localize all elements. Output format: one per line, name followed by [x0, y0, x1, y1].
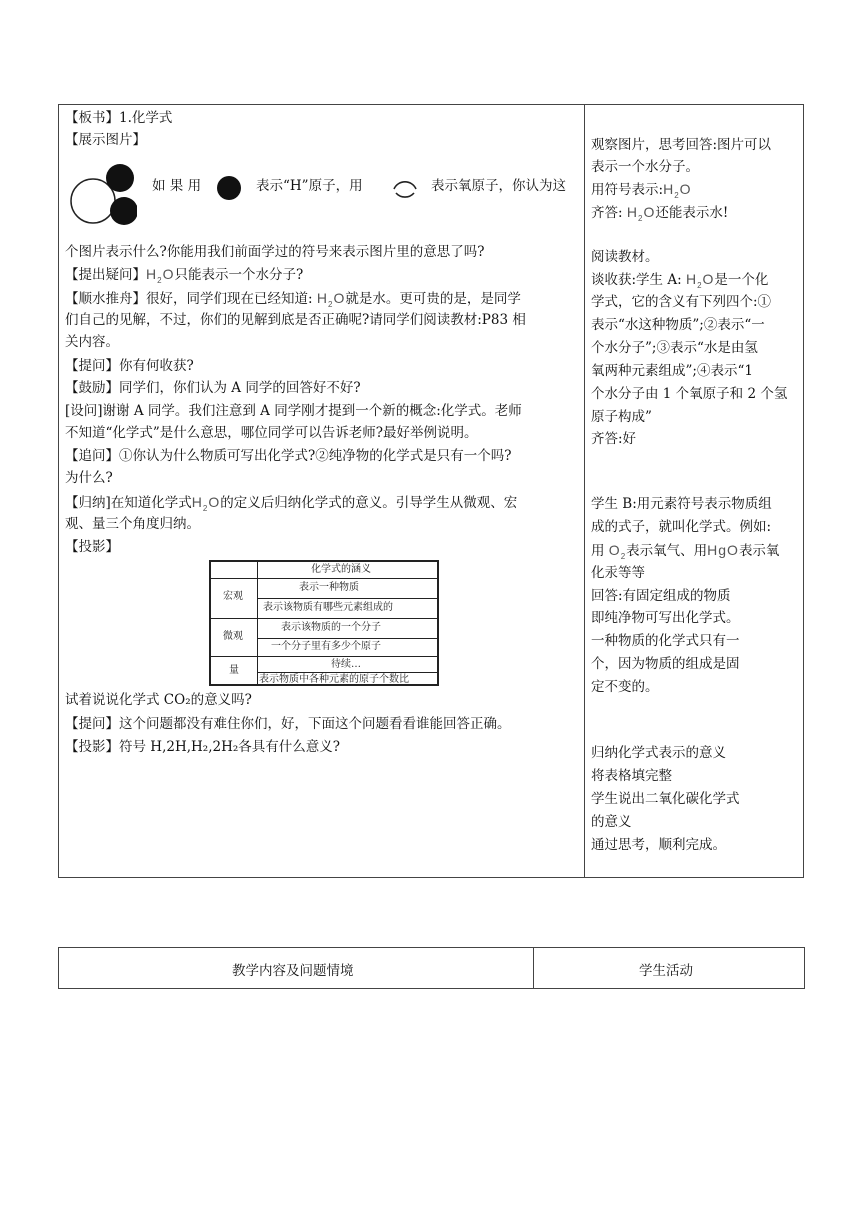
text-line: 个水分子”;③表示“水是由氢	[591, 340, 758, 356]
chorus-line: 齐答: $H_2O$还能表示水!	[591, 204, 729, 223]
text-line: 个，因为物质的组成是固	[591, 656, 740, 672]
text-line: 表示一个水分子。	[591, 159, 699, 175]
group-quantity: 量	[229, 665, 239, 676]
header-student-activity: 学生活动	[639, 963, 693, 979]
h2o-formula: $H_2O$	[316, 290, 346, 309]
group-macro: 宏观	[223, 591, 243, 602]
text-line: 学式，它的含义有下列四个:①	[591, 294, 772, 310]
text-line: 学生说出二氧化碳化学式	[591, 791, 740, 807]
h2o-formula: $H_2O$	[146, 266, 175, 285]
text-line: 试着说说化学式 CO₂的意义吗?	[65, 692, 252, 708]
text-line: 一种物质的化学式只有一	[591, 633, 740, 649]
follow-up-line: 【顺水推舟】很好，同学们现在已经知道: $H_2O$就是水。更可贵的是，是同学	[65, 290, 521, 309]
text-line: 回答:有固定组成的物质	[591, 588, 731, 604]
text-line: 成的式子，就叫化学式。例如:	[591, 519, 772, 535]
text-line: 氧两种元素组成”;④表示“1	[591, 363, 753, 379]
text-line: 阅读教材。	[591, 249, 659, 265]
text-line: 【鼓励】同学们，你们认为 A 同学的回答好不好?	[65, 380, 361, 396]
table-cell: 表示该物质有哪些元素组成的	[263, 602, 393, 613]
o2-formula: $O_2$	[608, 542, 627, 561]
text-line: 化汞等等	[591, 565, 645, 581]
picture-prompt-part2: 表示“H”原子，用	[256, 178, 363, 194]
text-line: [设问]谢谢 A 同学。我们注意到 A 同学刚才提到一个新的概念:化学式。老师	[65, 403, 522, 419]
text-line: 观察图片，思考回答:图片可以	[591, 137, 772, 153]
symbol-line: 用符号表示$:H_2O$	[591, 181, 692, 200]
water-molecule-image	[67, 161, 137, 227]
text-line: 【投影】符号 H,2H,H₂,2H₂各具有什么意义?	[65, 739, 340, 755]
text-line: 定不变的。	[591, 679, 659, 695]
text-line: 个水分子由 1 个氧原子和 2 个氢	[591, 386, 788, 402]
projection-table-image	[209, 560, 439, 686]
column-divider	[533, 948, 534, 988]
projection-table-title: 化学式的涵义	[311, 564, 371, 575]
raise-question-line: 【提出疑问】$H_2O$只能表示一个水分子?	[65, 266, 304, 285]
text-line: 观、量三个角度归纳。	[65, 516, 200, 532]
text-line: 【提问】这个问题都没有难住你们，好，下面这个问题看看谁能回答正确。	[65, 716, 511, 732]
oxygen-atom-icon	[389, 170, 421, 202]
student-a-line: 谈收获:学生 A: $H_2O$是一个化	[591, 271, 769, 290]
picture-prompt-part3: 表示氧原子，你认为这	[431, 178, 566, 194]
column-divider	[584, 105, 585, 877]
projection-label: 【投影】	[65, 539, 119, 555]
h2o-formula: $H_2O$	[626, 204, 656, 223]
table-cell: 待续…	[331, 659, 361, 670]
hgo-formula: HgO	[707, 542, 739, 558]
text-line: 不知道“化学式”是什么意思，哪位同学可以告诉老师?最好举例说明。	[65, 425, 478, 441]
header-table	[58, 947, 805, 989]
picture-prompt-part1: 如 果 用	[152, 178, 202, 194]
text-line: 为什么?	[65, 470, 113, 486]
text-line: 归纳化学式表示的意义	[591, 745, 726, 761]
text-line: 将表格填完整	[591, 768, 672, 784]
example-line: 用 $O_2$表示氧气、用HgO表示氧	[591, 542, 780, 561]
board-title: 【板书】1.化学式	[65, 110, 173, 126]
lesson-table	[58, 104, 804, 878]
hydrogen-atom-icon	[216, 175, 242, 201]
text-line: 关内容。	[65, 334, 119, 350]
table-cell: 一个分子里有多少个原子	[271, 641, 381, 652]
text-line: 【追问】①你认为什么物质可写出化学式?②纯净物的化学式是只有一个吗?	[65, 448, 512, 464]
h2o-formula: $H_2O$	[663, 181, 692, 200]
h2o-formula: $H_2O$	[191, 494, 221, 513]
text-line: 通过思考，顺利完成。	[591, 837, 726, 853]
text-line: 的意义	[591, 814, 632, 830]
text-line: 【提问】你有何收获?	[65, 358, 194, 374]
summary-line: 【归纳]在知道化学式$H_2O$的定义后归纳化学式的意义。引导学生从微观、宏	[65, 494, 518, 513]
header-teaching-content: 教学内容及问题情境	[232, 963, 354, 979]
text-line: 即纯净物可写出化学式。	[591, 610, 740, 626]
table-cell: 表示一种物质	[299, 582, 359, 593]
text-line: 表示“水这种物质”;②表示“一	[591, 317, 765, 333]
text-line: 原子构成”	[591, 409, 652, 425]
picture-question: 个图片表示什么?你能用我们前面学过的符号来表示图片里的意思了吗?	[65, 244, 485, 260]
h2o-formula: $H_2O$	[685, 271, 715, 290]
text-line: 学生 B:用元素符号表示物质组	[591, 496, 772, 512]
text-line: 齐答:好	[591, 431, 637, 447]
table-cell: 表示物质中各种元素的原子个数比	[259, 674, 409, 685]
text-line: 们自己的见解，不过，你们的见解到底是否正确呢?请同学们阅读教材:P83 相	[65, 312, 526, 328]
table-cell: 表示该物质的一个分子	[281, 622, 381, 633]
show-picture-label: 【展示图片】	[65, 132, 146, 148]
group-micro: 微观	[223, 631, 243, 642]
